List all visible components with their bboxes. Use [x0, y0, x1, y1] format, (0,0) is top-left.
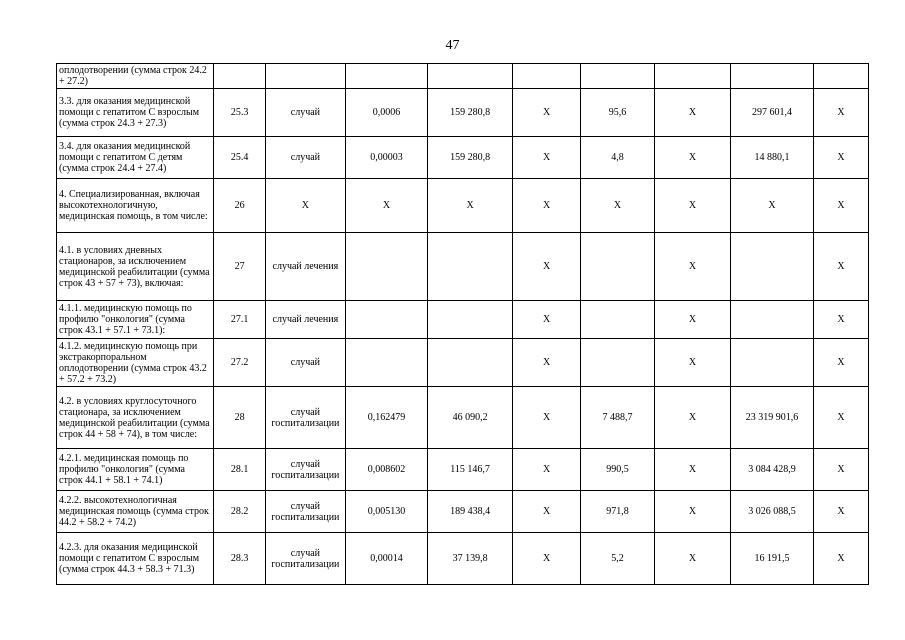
col8-cell: X [654, 533, 731, 585]
col9-cell: 3 026 088,5 [731, 491, 814, 533]
col7-cell: 4,8 [581, 137, 654, 179]
col7-cell: 971,8 [581, 491, 654, 533]
unit-cell: случай [266, 89, 346, 137]
col8-cell: X [654, 387, 731, 449]
col8-cell: X [654, 301, 731, 339]
row-code-cell: 28 [214, 387, 266, 449]
col7-cell [581, 301, 654, 339]
row-name-cell: 4.2.1. медицинская помощь по профилю "онкология" (сумма строк 44.1 + 58.1 + 74.1) [57, 449, 214, 491]
volume-cell: 0,00014 [345, 533, 428, 585]
table-row [57, 89, 869, 137]
col9-cell: 3 084 428,9 [731, 449, 814, 491]
col8-cell: X [654, 137, 731, 179]
unit-cell: случай госпитализации [266, 449, 346, 491]
unit-cell: случай госпитализации [266, 387, 346, 449]
col6-cell: X [512, 449, 580, 491]
row-name-cell: 4. Специализированная, включая высокотехнологичную, медицинская помощь, в том числе: [57, 179, 214, 233]
row-name-cell: 4.2. в условиях круглосуточного стационара, за исключением медицинской реабилитации (сумма строк 44 + 58 + 74), в том числе: [57, 387, 214, 449]
col10-cell: X [813, 301, 868, 339]
col6-cell: X [512, 533, 580, 585]
col6-cell: X [512, 339, 580, 387]
col10-cell: X [813, 137, 868, 179]
col7-cell [581, 233, 654, 301]
table-row [57, 301, 869, 339]
cost-cell: 37 139,8 [428, 533, 513, 585]
row-code-cell: 27.1 [214, 301, 266, 339]
unit-cell [266, 64, 346, 89]
row-code-cell: 28.2 [214, 491, 266, 533]
cost-cell: 46 090,2 [428, 387, 513, 449]
volume-cell: 0,008602 [345, 449, 428, 491]
row-code-cell: 28.3 [214, 533, 266, 585]
col10-cell: X [813, 387, 868, 449]
row-code-cell: 27 [214, 233, 266, 301]
row-name-cell: 4.1. в условиях дневных стационаров, за исключением медицинской реабилитации (сумма строк 43 + 57 + 73), включая: [57, 233, 214, 301]
data-table [56, 63, 869, 585]
volume-cell: 0,0006 [345, 89, 428, 137]
page-number: 47 [445, 38, 460, 53]
row-name-cell: оплодотворении (сумма строк 24.2 + 27.2) [57, 64, 214, 89]
col6-cell: X [512, 137, 580, 179]
table-body [57, 64, 869, 585]
row-name-cell: 4.2.2. высокотехнологичная медицинская помощь (сумма строк 44.2 + 58.2 + 74.2) [57, 491, 214, 533]
col6-cell [512, 64, 580, 89]
col8-cell: X [654, 179, 731, 233]
col9-cell: 23 319 901,6 [731, 387, 814, 449]
col9-cell [731, 64, 814, 89]
col8-cell: X [654, 491, 731, 533]
cost-cell: 115 146,7 [428, 449, 513, 491]
col9-cell [731, 339, 814, 387]
unit-cell: случай [266, 339, 346, 387]
col6-cell: X [512, 179, 580, 233]
col10-cell: X [813, 491, 868, 533]
cost-cell: 189 438,4 [428, 491, 513, 533]
col6-cell: X [512, 233, 580, 301]
col10-cell: X [813, 89, 868, 137]
unit-cell: случай госпитализации [266, 533, 346, 585]
row-code-cell: 28.1 [214, 449, 266, 491]
table-row [57, 533, 869, 585]
unit-cell: X [266, 179, 346, 233]
volume-cell [345, 64, 428, 89]
unit-cell: случай лечения [266, 301, 346, 339]
cost-cell [428, 301, 513, 339]
cost-cell [428, 339, 513, 387]
row-name-cell: 3.3. для оказания медицинской помощи с гепатитом С взрослым (сумма строк 24.3 + 27.3) [57, 89, 214, 137]
table-row [57, 449, 869, 491]
col7-cell: 5,2 [581, 533, 654, 585]
col8-cell: X [654, 449, 731, 491]
col6-cell: X [512, 387, 580, 449]
unit-cell: случай госпитализации [266, 491, 346, 533]
row-code-cell: 25.4 [214, 137, 266, 179]
col7-cell [581, 64, 654, 89]
col7-cell: 95,6 [581, 89, 654, 137]
table-row [57, 137, 869, 179]
volume-cell: 0,005130 [345, 491, 428, 533]
col9-cell [731, 233, 814, 301]
col7-cell: 990,5 [581, 449, 654, 491]
row-name-cell: 4.2.3. для оказания медицинской помощи с гепатитом С взрослым (сумма строк 44.3 + 58.3 + 71.3) [57, 533, 214, 585]
col9-cell: 14 880,1 [731, 137, 814, 179]
col7-cell [581, 339, 654, 387]
cost-cell: 159 280,8 [428, 137, 513, 179]
row-code-cell: 27.2 [214, 339, 266, 387]
cost-cell [428, 64, 513, 89]
col8-cell: X [654, 89, 731, 137]
unit-cell: случай лечения [266, 233, 346, 301]
col8-cell: X [654, 233, 731, 301]
table-row [57, 64, 869, 89]
col9-cell: X [731, 179, 814, 233]
table-row [57, 233, 869, 301]
row-name-cell: 3.4. для оказания медицинской помощи с гепатитом С детям (сумма строк 24.4 + 27.4) [57, 137, 214, 179]
col10-cell: X [813, 449, 868, 491]
col10-cell: X [813, 339, 868, 387]
col10-cell: X [813, 533, 868, 585]
row-code-cell: 26 [214, 179, 266, 233]
col8-cell: X [654, 339, 731, 387]
table-row [57, 491, 869, 533]
col6-cell: X [512, 89, 580, 137]
col7-cell: X [581, 179, 654, 233]
col9-cell [731, 301, 814, 339]
col10-cell: X [813, 233, 868, 301]
cost-cell: X [428, 179, 513, 233]
volume-cell [345, 301, 428, 339]
row-code-cell [214, 64, 266, 89]
col10-cell [813, 64, 868, 89]
col10-cell: X [813, 179, 868, 233]
cost-cell [428, 233, 513, 301]
volume-cell [345, 339, 428, 387]
table-row [57, 387, 869, 449]
table-row [57, 179, 869, 233]
table-row [57, 339, 869, 387]
col9-cell: 16 191,5 [731, 533, 814, 585]
col8-cell [654, 64, 731, 89]
cost-cell: 159 280,8 [428, 89, 513, 137]
col6-cell: X [512, 491, 580, 533]
row-name-cell: 4.1.1. медицинскую помощь по профилю "онкология" (сумма строк 43.1 + 57.1 + 73.1): [57, 301, 214, 339]
volume-cell: 0,00003 [345, 137, 428, 179]
unit-cell: случай [266, 137, 346, 179]
volume-cell: X [345, 179, 428, 233]
col9-cell: 297 601,4 [731, 89, 814, 137]
volume-cell: 0,162479 [345, 387, 428, 449]
col7-cell: 7 488,7 [581, 387, 654, 449]
row-code-cell: 25.3 [214, 89, 266, 137]
volume-cell [345, 233, 428, 301]
col6-cell: X [512, 301, 580, 339]
row-name-cell: 4.1.2. медицинскую помощь при экстракорпоральном оплодотворении (сумма строк 43.2 + 57.2 + 73.2) [57, 339, 214, 387]
